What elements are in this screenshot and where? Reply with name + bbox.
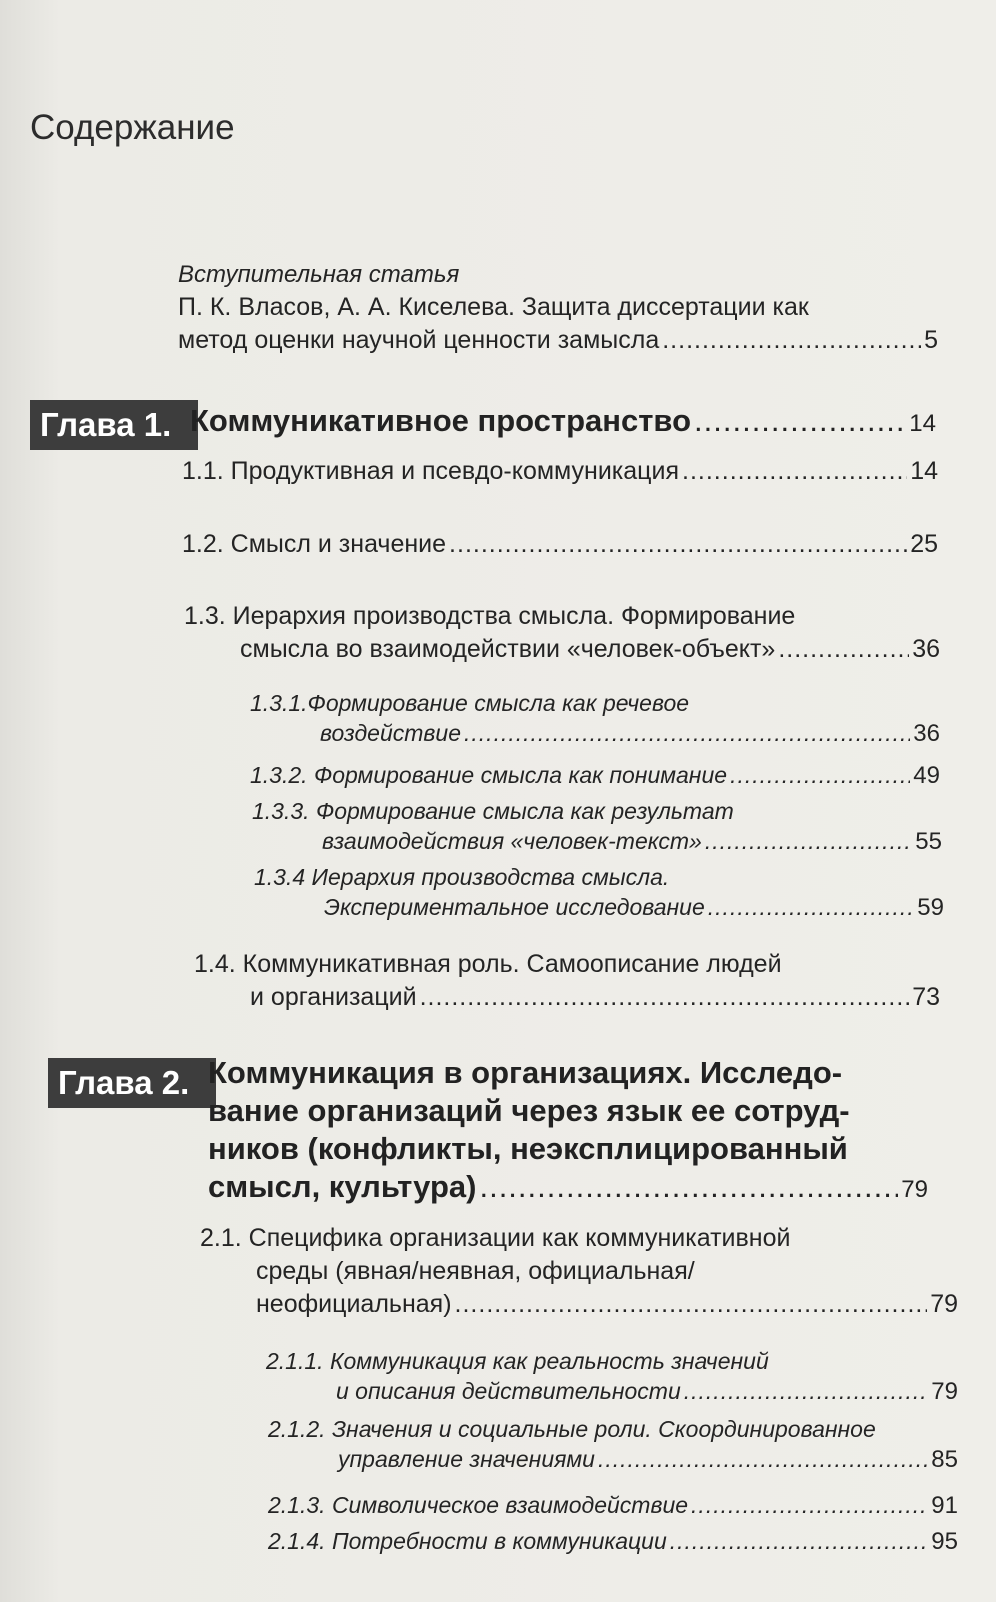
page-number: 14 [910, 457, 938, 485]
page-number: 59 [917, 894, 944, 921]
section-number: 2.1.3. [268, 1492, 326, 1518]
leader-dots [479, 1168, 898, 1206]
chapter2-title-line3: ников (конфликты, неэксплицированный [208, 1131, 848, 1166]
section-title: Продуктивная и псевдо-коммуникация [230, 457, 680, 485]
toc-entry-1-3-1 [250, 688, 940, 749]
chapter1-title: Коммуникативное пространство [190, 403, 692, 438]
section-title: Потребности в коммуникации [331, 1528, 667, 1554]
leader-dots [778, 633, 909, 666]
chapter1-title-row [190, 402, 936, 443]
section-number: 1.3.3. [252, 798, 310, 824]
toc-entry-1-3-3 [252, 796, 942, 857]
intro-heading: Вступительная статья [178, 261, 460, 288]
toc-entry-1-2 [182, 528, 938, 561]
toc-entry-1-3-4 [254, 862, 944, 923]
section-title-line1: Значения и социальные роли. Скоординированное [331, 1416, 876, 1442]
page-number: 36 [912, 635, 940, 663]
section-title-line2: и описания действительности [336, 1378, 681, 1404]
page-number: 91 [931, 1492, 958, 1519]
chapter1-label: Глава 1. [30, 400, 198, 450]
toc-entry-2-1-3 [268, 1490, 958, 1521]
leader-dots [670, 1526, 929, 1556]
section-title-line2: и организаций [250, 983, 417, 1011]
section-title: Смысл и значение [230, 530, 447, 558]
toc-entry-2-1-2 [268, 1414, 958, 1475]
page-number: 49 [913, 762, 940, 789]
section-title-line2: Экспериментальное исследование [324, 894, 705, 920]
section-title: Формирование смысла как понимание [313, 762, 728, 788]
leader-dots [455, 1288, 928, 1321]
section-title-line3: неофициальная) [256, 1290, 452, 1318]
section-number: 2.1.2. [268, 1416, 326, 1442]
page-number: 79 [901, 1176, 928, 1203]
page-number: 55 [915, 828, 942, 855]
leader-dots [420, 981, 910, 1014]
toc-entry-2-1-4 [268, 1526, 958, 1557]
section-title-line1: Формирование смысла как результат [315, 798, 734, 824]
section-title-line1: Специфика организации как коммуникативной [248, 1224, 791, 1252]
section-number: 1.4. [194, 950, 236, 978]
section-title-line1: Иерархия производства смысла. [311, 864, 670, 890]
section-title-line1: Коммуникативная роль. Самоописание людей [242, 950, 782, 978]
chapter2-title-line4: смысл, культура) [208, 1169, 477, 1204]
toc-entry-1-3 [184, 600, 940, 666]
section-number: 2.1.1. [266, 1348, 324, 1374]
chapter2-title-line1: Коммуникация в организациях. Исследо- [208, 1055, 843, 1090]
toc-entry-2-1 [200, 1222, 958, 1321]
toc-entry-1-4 [194, 948, 940, 1014]
page-number: 79 [930, 1290, 958, 1318]
leader-dots [708, 892, 915, 922]
page-number: 85 [931, 1446, 958, 1473]
section-number: 2.1.4. [268, 1528, 326, 1554]
toc-entry-1-3-2 [250, 760, 940, 791]
section-title-line2: воздействие [320, 720, 462, 746]
section-title-line2: смысла во взаимодействии «человек-объект» [240, 635, 776, 663]
leader-dots [684, 1376, 929, 1406]
leader-dots [705, 826, 912, 856]
section-number: 1.3.2. [250, 762, 308, 788]
leader-dots [730, 760, 910, 790]
section-number: 1.3.1. [250, 690, 308, 716]
page-number: 25 [910, 530, 938, 558]
section-title-line1: Коммуникация как реальность значений [329, 1348, 769, 1374]
leader-dots [682, 455, 907, 488]
intro-line2: метод оценки научной ценности замысла [178, 326, 660, 354]
section-title-line2: взаимодействия «человек-текст» [322, 828, 702, 854]
leader-dots [662, 324, 921, 357]
leader-dots [464, 718, 910, 748]
chapter2-title [208, 1054, 928, 1209]
section-title-line1: Иерархия производства смысла. Формирование [232, 602, 796, 630]
intro-line1: П. К. Власов, А. А. Киселева. Защита диссертации как [178, 293, 809, 321]
section-number: 1.2. [182, 530, 224, 558]
toc-entry-2-1-1 [266, 1346, 958, 1407]
section-number: 2.1. [200, 1224, 242, 1252]
page-number: 36 [913, 720, 940, 747]
chapter2-label: Глава 2. [48, 1058, 216, 1108]
contents-heading: Содержание [30, 108, 235, 147]
section-number: 1.3.4 [254, 864, 306, 890]
leader-dots [694, 402, 906, 440]
intro-line2-row [178, 324, 938, 357]
page-number: 95 [931, 1528, 958, 1555]
section-title: Символическое взаимодействие [331, 1492, 689, 1518]
section-number: 1.3. [184, 602, 226, 630]
toc-entry-1-1 [182, 455, 938, 488]
page-number: 73 [912, 983, 940, 1011]
chapter2-title-line2: вание организаций через язык ее сотруд- [208, 1093, 850, 1128]
section-title-line1: Формирование смысла как речевое [307, 690, 690, 716]
leader-dots [598, 1444, 928, 1474]
leader-dots [449, 528, 907, 561]
section-number: 1.1. [182, 457, 224, 485]
page-number: 5 [924, 326, 938, 354]
page-number: 14 [909, 410, 936, 437]
section-title-line2: среды (явная/неявная, официальная/ [256, 1257, 695, 1285]
page-number: 79 [931, 1378, 958, 1405]
intro-entry [178, 258, 938, 357]
section-title-line2: управление значениями [338, 1446, 595, 1472]
leader-dots [691, 1490, 928, 1520]
